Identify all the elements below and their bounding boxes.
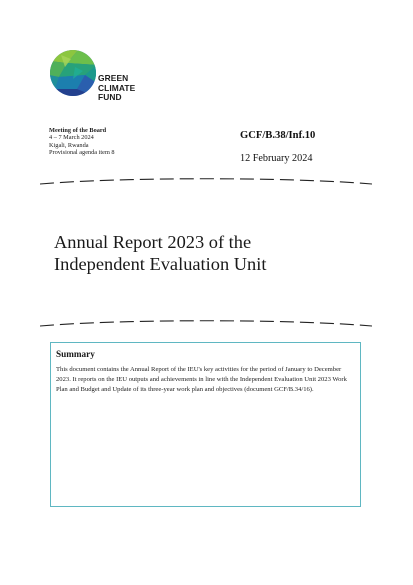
document-reference: GCF/B.38/Inf.10	[240, 130, 316, 141]
decorative-divider-bottom	[40, 318, 372, 328]
document-title-line-2: Independent Evaluation Unit	[54, 254, 267, 274]
logo-line-green: GREEN	[98, 73, 129, 83]
meeting-location: Kigali, Rwanda	[49, 141, 89, 149]
summary-box	[50, 342, 361, 507]
logo-line-fund: FUND	[98, 92, 122, 103]
green-climate-fund-globe-icon	[49, 49, 97, 97]
organization-logo-text	[98, 74, 135, 103]
decorative-divider-top	[40, 176, 372, 186]
summary-heading: Summary	[56, 349, 95, 359]
document-date: 12 February 2024	[240, 153, 313, 164]
document-title	[54, 231, 266, 275]
document-title-line-1: Annual Report 2023 of the	[54, 232, 252, 252]
meeting-dates: 4 – 7 March 2024	[49, 134, 94, 142]
meeting-agenda-item: Provisional agenda item 8	[49, 149, 115, 157]
summary-text: This document contains the Annual Report of the IEU's key activities for the period of January to December 2023. It reports on the IEU outputs and achievements in line with the Independent Evaluation Unit 2023 Work Plan and Budget and Update of its three-year work plan and objectives (document GCF/B.34/16).	[56, 366, 347, 393]
logo-line-climate: CLIMATE	[98, 82, 136, 93]
meeting-info	[49, 127, 115, 157]
meeting-title: Meeting of the Board	[49, 127, 107, 134]
